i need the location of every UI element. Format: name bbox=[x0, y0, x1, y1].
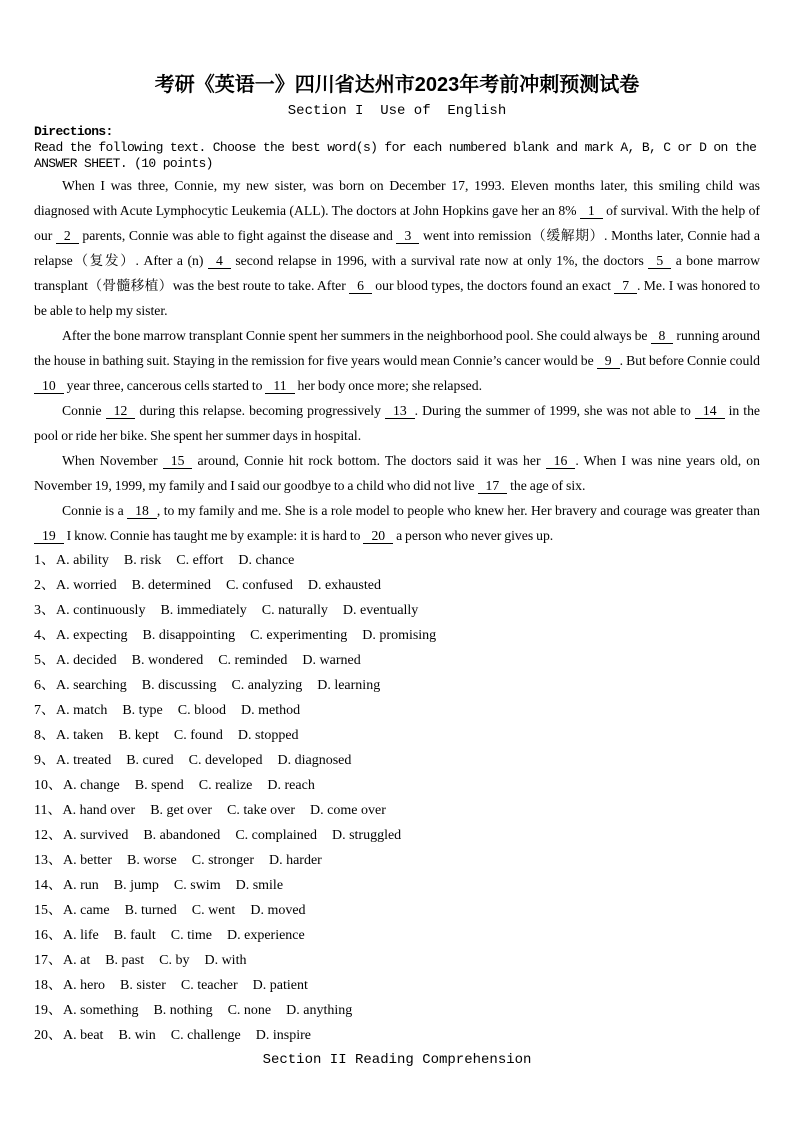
question-16-option-D: D. experience bbox=[227, 928, 305, 943]
question-number: 14、 bbox=[34, 878, 62, 893]
question-row-4 bbox=[34, 623, 760, 648]
blank-10: 10 bbox=[34, 378, 64, 394]
question-1-option-A: A. ability bbox=[56, 553, 109, 568]
question-14-option-B: B. jump bbox=[113, 878, 159, 893]
question-5-option-C: C. reminded bbox=[218, 653, 288, 668]
passage-paragraph-2: After the bone marrow transplant Connie spent her summers in the neighborhood pool. She could always be 8 running around the house in bathing suit. Staying in the remission for five years would mean Connie’s cancer would be 9 . But before Connie could 10 year three, cancerous cells started to 11 her body once more; she relapsed. bbox=[34, 328, 760, 393]
question-3-option-D: D. eventually bbox=[342, 603, 419, 618]
question-row-12 bbox=[34, 823, 760, 848]
question-20-option-C: C. challenge bbox=[170, 1028, 241, 1043]
question-row-17 bbox=[34, 948, 760, 973]
directions-line-2: ANSWER SHEET. (10 points) bbox=[34, 155, 213, 171]
question-number: 5、 bbox=[34, 653, 55, 668]
question-19-option-A: A. something bbox=[63, 1003, 139, 1018]
blank-2: 2 bbox=[56, 228, 79, 244]
question-number: 19、 bbox=[34, 1003, 62, 1018]
question-8-option-B: B. kept bbox=[118, 728, 159, 743]
question-number: 11、 bbox=[34, 803, 62, 818]
question-number: 9、 bbox=[34, 753, 55, 768]
question-number: 4、 bbox=[34, 628, 55, 643]
question-number: 17、 bbox=[34, 953, 62, 968]
blank-11: 11 bbox=[265, 378, 294, 394]
question-2-option-C: C. confused bbox=[225, 578, 293, 593]
blank-15: 15 bbox=[163, 453, 193, 469]
question-20-option-B: B. win bbox=[118, 1028, 156, 1043]
blank-13: 13 bbox=[385, 403, 415, 419]
question-number: 12、 bbox=[34, 828, 62, 843]
question-11-option-B: B. get over bbox=[150, 803, 213, 818]
question-19-option-B: B. nothing bbox=[153, 1003, 213, 1018]
question-18-option-C: C. teacher bbox=[180, 978, 238, 993]
question-number: 3、 bbox=[34, 603, 55, 618]
question-row-6 bbox=[34, 673, 760, 698]
question-16-option-C: C. time bbox=[170, 928, 212, 943]
question-12-option-A: A. survived bbox=[63, 828, 129, 843]
question-number: 20、 bbox=[34, 1028, 62, 1043]
question-row-16 bbox=[34, 923, 760, 948]
question-18-option-A: A. hero bbox=[63, 978, 105, 993]
question-number: 7、 bbox=[34, 703, 55, 718]
question-row-1 bbox=[34, 548, 760, 573]
question-number: 8、 bbox=[34, 728, 55, 743]
blank-1: 1 bbox=[580, 203, 603, 219]
blank-12: 12 bbox=[106, 403, 136, 419]
question-3-option-A: A. continuously bbox=[56, 603, 146, 618]
directions-line-1: Read the following text. Choose the best word(s) for each numbered blank and mark A, B, C or D on the bbox=[34, 140, 757, 155]
question-row-2 bbox=[34, 573, 760, 598]
blank-19: 19 bbox=[34, 528, 64, 544]
question-number: 18、 bbox=[34, 978, 62, 993]
question-6-option-A: A. searching bbox=[56, 678, 127, 693]
question-11-option-A: A. hand over bbox=[62, 803, 136, 818]
question-9-option-D: D. diagnosed bbox=[277, 753, 352, 768]
question-16-option-A: A. life bbox=[63, 928, 99, 943]
question-3-option-C: C. naturally bbox=[261, 603, 328, 618]
question-2-option-B: B. determined bbox=[131, 578, 211, 593]
directions-label: Directions: bbox=[34, 124, 113, 139]
question-18-option-B: B. sister bbox=[120, 978, 166, 993]
question-19-option-D: D. anything bbox=[286, 1003, 353, 1018]
question-row-5 bbox=[34, 648, 760, 673]
question-2-option-A: A. worried bbox=[56, 578, 117, 593]
question-number: 1、 bbox=[34, 553, 55, 568]
question-5-option-B: B. wondered bbox=[131, 653, 204, 668]
passage-paragraph-3: Connie 12 during this relapse. becoming progressively 13 . During the summer of 1999, she was not able to 14 in the pool or ride her bike. She spent her summer days in hospital. bbox=[34, 403, 760, 443]
question-5-option-A: A. decided bbox=[56, 653, 117, 668]
question-15-option-D: D. moved bbox=[250, 903, 306, 918]
question-4-option-C: C. experimenting bbox=[250, 628, 348, 643]
section1-heading: Section I Use of English bbox=[287, 103, 507, 119]
question-row-14 bbox=[34, 873, 760, 898]
question-row-7 bbox=[34, 698, 760, 723]
question-1-option-B: B. risk bbox=[123, 553, 162, 568]
question-row-13 bbox=[34, 848, 760, 873]
question-4-option-A: A. expecting bbox=[56, 628, 128, 643]
page-title: 考研《英语一》四川省达州市2023年考前冲刺预测试卷 bbox=[154, 74, 640, 96]
question-9-option-B: B. cured bbox=[126, 753, 174, 768]
blank-9: 9 bbox=[597, 353, 620, 369]
passage-paragraph-4: When November 15 around, Connie hit rock bottom. The doctors said it was her 16 . When I was nine years old, on November 19, 1999, my family and I said our goodbye to a child who did not live 17 the age of six. bbox=[34, 453, 760, 493]
question-5-option-D: D. warned bbox=[302, 653, 361, 668]
question-17-option-C: C. by bbox=[159, 953, 190, 968]
question-17-option-D: D. with bbox=[204, 953, 247, 968]
question-6-option-D: D. learning bbox=[317, 678, 381, 693]
question-13-option-B: B. worse bbox=[126, 853, 177, 868]
question-12-option-D: D. struggled bbox=[331, 828, 402, 843]
blank-18: 18 bbox=[127, 503, 157, 519]
question-6-option-C: C. analyzing bbox=[231, 678, 303, 693]
question-2-option-D: D. exhausted bbox=[307, 578, 381, 593]
blank-16: 16 bbox=[546, 453, 576, 469]
blank-14: 14 bbox=[695, 403, 725, 419]
question-10-option-C: C. realize bbox=[198, 778, 253, 793]
section2-heading: Section II Reading Comprehension bbox=[262, 1052, 532, 1068]
question-13-option-D: D. harder bbox=[268, 853, 322, 868]
question-14-option-A: A. run bbox=[63, 878, 99, 893]
question-15-option-A: A. came bbox=[63, 903, 110, 918]
question-row-18 bbox=[34, 973, 760, 998]
question-8-option-D: D. stopped bbox=[237, 728, 299, 743]
question-row-9 bbox=[34, 748, 760, 773]
question-15-option-C: C. went bbox=[191, 903, 236, 918]
question-8-option-C: C. found bbox=[173, 728, 223, 743]
passage-paragraph-1: When I was three, Connie, my new sister, was born on December 17, 1993. Eleven months later, this smiling child was diagnosed with Acute Lymphocytic Leukemia (ALL). The doctors at John Hopkins gave her an 8% 1 of survival. With the help of our 2 parents, Connie was able to fight against the disease and 3 went into remission（缓解期）. Months later, Connie had a relapse（复发）. After a (n) 4 second relapse in 1996, with a survival rate now at only 1%, the doctors 5 a bone marrow transplant（骨髓移植）was the best route to take. After 6 our blood types, the doctors found an exact 7 . Me. I was honored to be able to help my sister. bbox=[34, 178, 761, 318]
question-16-option-B: B. fault bbox=[113, 928, 156, 943]
passage bbox=[34, 173, 760, 548]
question-7-option-B: B. type bbox=[122, 703, 163, 718]
question-13-option-A: A. better bbox=[63, 853, 112, 868]
question-4-option-D: D. promising bbox=[362, 628, 437, 643]
question-1-option-C: C. effort bbox=[176, 553, 224, 568]
question-number: 2、 bbox=[34, 578, 55, 593]
blank-8: 8 bbox=[651, 328, 674, 344]
question-17-option-A: A. at bbox=[63, 953, 91, 968]
question-number: 13、 bbox=[34, 853, 62, 868]
question-11-option-C: C. take over bbox=[227, 803, 296, 818]
blank-20: 20 bbox=[363, 528, 393, 544]
question-14-option-D: D. smile bbox=[235, 878, 284, 893]
blank-6: 6 bbox=[349, 278, 372, 294]
question-number: 10、 bbox=[34, 778, 62, 793]
blank-4: 4 bbox=[208, 253, 231, 269]
question-17-option-B: B. past bbox=[105, 953, 145, 968]
question-row-15 bbox=[34, 898, 760, 923]
question-6-option-B: B. discussing bbox=[141, 678, 217, 693]
question-row-19 bbox=[34, 998, 760, 1023]
question-row-10 bbox=[34, 773, 760, 798]
question-12-option-C: C. complained bbox=[235, 828, 317, 843]
question-20-option-D: D. inspire bbox=[255, 1028, 311, 1043]
passage-paragraph-5: Connie is a 18 , to my family and me. She is a role model to people who knew her. Her bravery and courage was greater than 19 I know. Connie has taught me by example: it is hard to 20 a person who never gives up. bbox=[34, 498, 760, 548]
question-7-option-A: A. match bbox=[56, 703, 108, 718]
question-14-option-C: C. swim bbox=[173, 878, 221, 893]
question-row-8 bbox=[34, 723, 760, 748]
blank-5: 5 bbox=[648, 253, 671, 269]
question-4-option-B: B. disappointing bbox=[142, 628, 236, 643]
question-10-option-D: D. reach bbox=[267, 778, 315, 793]
question-number: 16、 bbox=[34, 928, 62, 943]
question-number: 15、 bbox=[34, 903, 62, 918]
question-number: 6、 bbox=[34, 678, 55, 693]
question-13-option-C: C. stronger bbox=[191, 853, 254, 868]
question-7-option-D: D. method bbox=[241, 703, 301, 718]
question-20-option-A: A. beat bbox=[63, 1028, 104, 1043]
directions-block bbox=[34, 124, 760, 171]
question-9-option-A: A. treated bbox=[56, 753, 112, 768]
question-1-option-D: D. chance bbox=[238, 553, 295, 568]
question-7-option-C: C. blood bbox=[177, 703, 227, 718]
question-9-option-C: C. developed bbox=[188, 753, 263, 768]
question-row-20 bbox=[34, 1023, 760, 1048]
question-10-option-A: A. change bbox=[63, 778, 120, 793]
blank-7: 7 bbox=[614, 278, 637, 294]
question-row-3 bbox=[34, 598, 760, 623]
question-12-option-B: B. abandoned bbox=[143, 828, 221, 843]
blank-3: 3 bbox=[396, 228, 419, 244]
question-3-option-B: B. immediately bbox=[160, 603, 247, 618]
question-row-11 bbox=[34, 798, 760, 823]
question-list bbox=[34, 548, 760, 1048]
question-8-option-A: A. taken bbox=[56, 728, 104, 743]
question-19-option-C: C. none bbox=[227, 1003, 272, 1018]
question-11-option-D: D. come over bbox=[310, 803, 386, 818]
question-10-option-B: B. spend bbox=[134, 778, 184, 793]
blank-17: 17 bbox=[478, 478, 508, 494]
question-18-option-D: D. patient bbox=[252, 978, 308, 993]
question-15-option-B: B. turned bbox=[124, 903, 177, 918]
